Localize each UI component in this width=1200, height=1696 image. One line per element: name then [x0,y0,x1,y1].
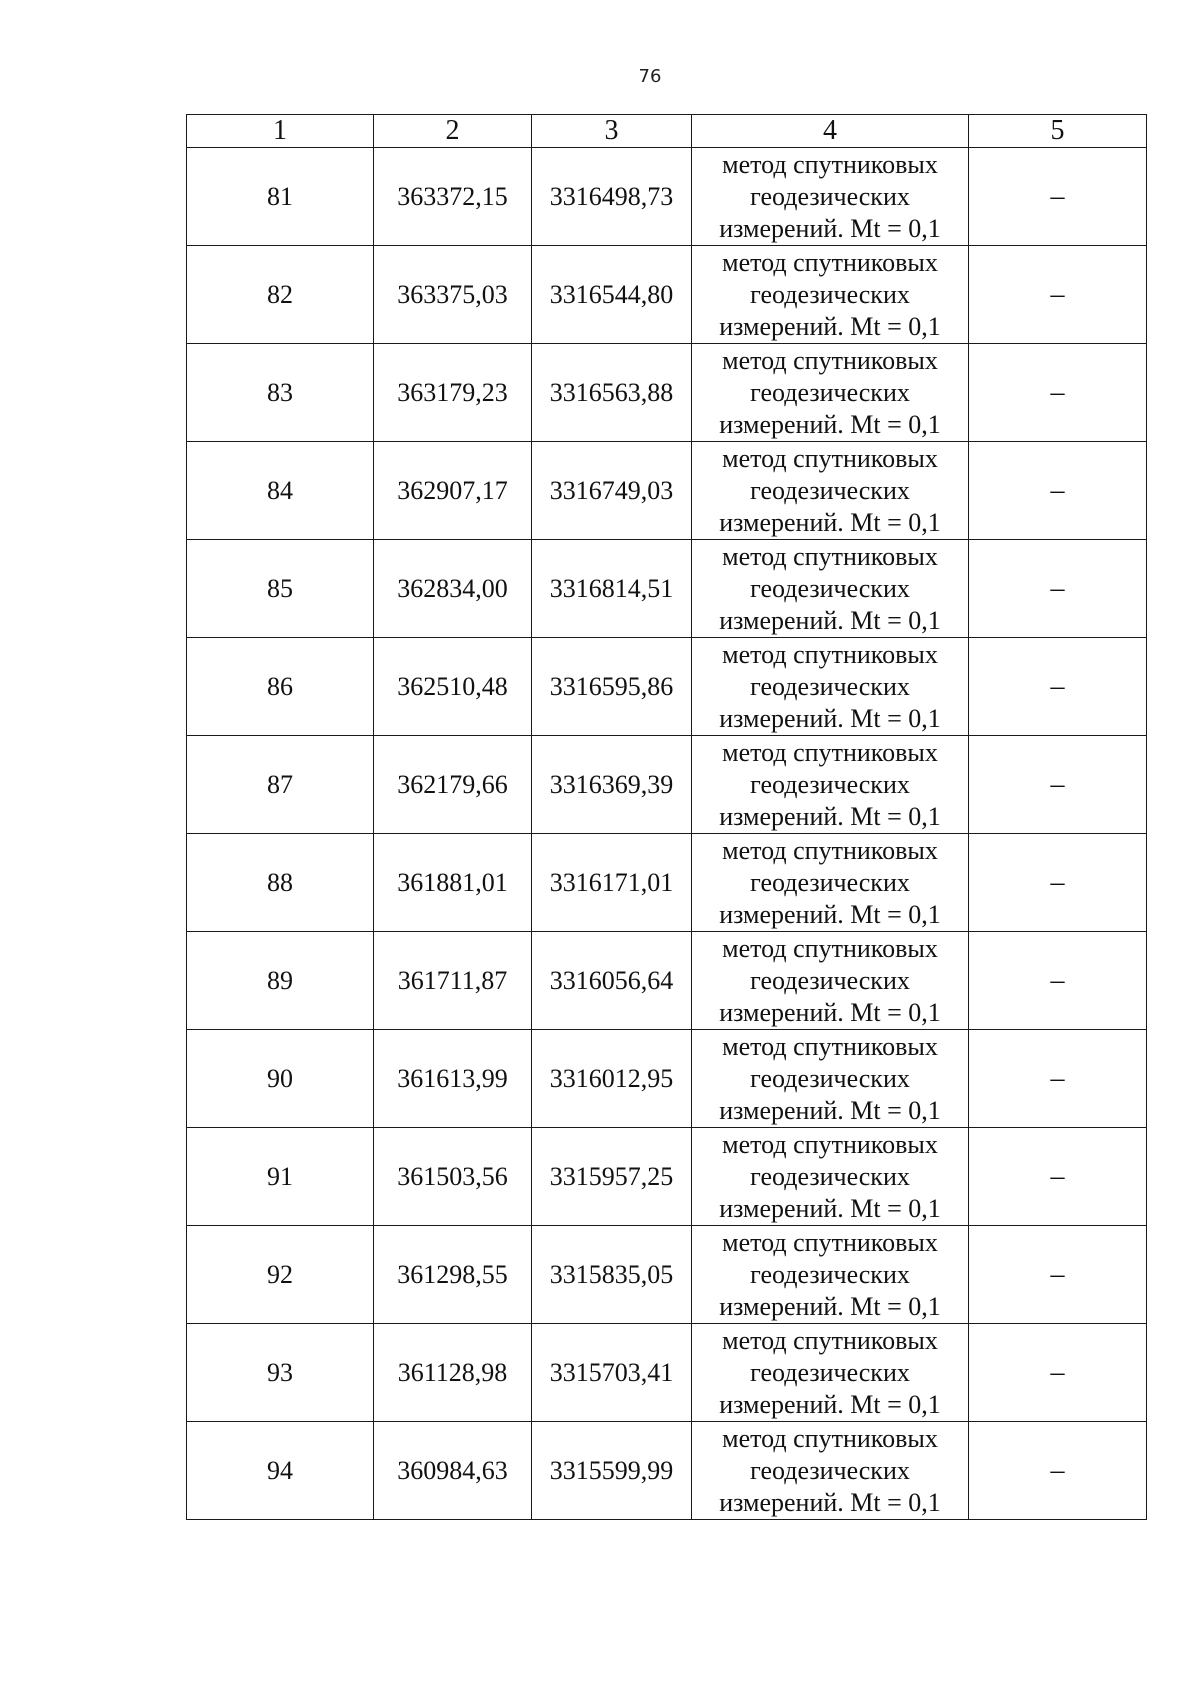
header-col-2: 2 [374,115,532,148]
header-col-5: 5 [969,115,1147,148]
method-cell [692,540,969,638]
table-row [187,540,1147,638]
method-text: метод спутниковых геодезических измерений. Mt = 0,1 [719,639,941,733]
table-row [187,638,1147,736]
point-cell: 87 [187,736,374,834]
method-cell [692,1128,969,1226]
table-row [187,1128,1147,1226]
x-coordinate-cell: 360984,63 [374,1422,532,1520]
y-coordinate-cell: 3316749,03 [532,442,692,540]
y-coordinate-cell: 3316056,64 [532,932,692,1030]
method-cell [692,148,969,246]
table-row [187,1422,1147,1520]
table-body [187,148,1147,1520]
method-text: метод спутниковых геодезических измерений. Mt = 0,1 [719,1423,941,1517]
table-row [187,344,1147,442]
note-cell: – [969,834,1147,932]
point-cell: 81 [187,148,374,246]
point-cell: 93 [187,1324,374,1422]
y-coordinate-cell: 3316171,01 [532,834,692,932]
method-text: метод спутниковых геодезических измерений. Mt = 0,1 [719,737,941,831]
method-cell [692,344,969,442]
y-coordinate-cell: 3315957,25 [532,1128,692,1226]
note-cell: – [969,1226,1147,1324]
note-cell: – [969,442,1147,540]
method-text: метод спутниковых геодезических измерений. Mt = 0,1 [719,443,941,537]
x-coordinate-cell: 361503,56 [374,1128,532,1226]
method-text: метод спутниковых геодезических измерений. Mt = 0,1 [719,835,941,929]
method-text: метод спутниковых геодезических измерений. Mt = 0,1 [719,1325,941,1419]
note-cell: – [969,344,1147,442]
method-cell [692,736,969,834]
table-row [187,932,1147,1030]
note-cell: – [969,736,1147,834]
method-cell [692,638,969,736]
point-cell: 83 [187,344,374,442]
note-cell: – [969,1030,1147,1128]
y-coordinate-cell: 3316814,51 [532,540,692,638]
method-text: метод спутниковых геодезических измерений. Mt = 0,1 [719,933,941,1027]
note-cell: – [969,1128,1147,1226]
x-coordinate-cell: 361128,98 [374,1324,532,1422]
method-cell [692,932,969,1030]
point-cell: 88 [187,834,374,932]
method-text: метод спутниковых геодезических измерений. Mt = 0,1 [719,345,941,439]
x-coordinate-cell: 361881,01 [374,834,532,932]
y-coordinate-cell: 3316544,80 [532,246,692,344]
x-coordinate-cell: 361298,55 [374,1226,532,1324]
x-coordinate-cell: 362834,00 [374,540,532,638]
point-cell: 84 [187,442,374,540]
method-text: метод спутниковых геодезических измерений. Mt = 0,1 [719,1031,941,1125]
x-coordinate-cell: 363375,03 [374,246,532,344]
y-coordinate-cell: 3315703,41 [532,1324,692,1422]
table-row [187,148,1147,246]
table-header [187,115,1147,148]
table-row [187,1324,1147,1422]
point-cell: 89 [187,932,374,1030]
header-col-3: 3 [532,115,692,148]
header-col-4: 4 [692,115,969,148]
header-row [187,115,1147,148]
coordinates-table [186,114,1147,1520]
note-cell: – [969,638,1147,736]
y-coordinate-cell: 3316595,86 [532,638,692,736]
table-row [187,246,1147,344]
method-text: метод спутниковых геодезических измерений. Mt = 0,1 [719,1129,941,1223]
point-cell: 86 [187,638,374,736]
x-coordinate-cell: 362179,66 [374,736,532,834]
note-cell: – [969,540,1147,638]
method-cell [692,834,969,932]
point-cell: 85 [187,540,374,638]
table-row [187,736,1147,834]
method-cell [692,1030,969,1128]
x-coordinate-cell: 361711,87 [374,932,532,1030]
y-coordinate-cell: 3315599,99 [532,1422,692,1520]
point-cell: 91 [187,1128,374,1226]
point-cell: 92 [187,1226,374,1324]
note-cell: – [969,246,1147,344]
note-cell: – [969,1422,1147,1520]
method-text: метод спутниковых геодезических измерений. Mt = 0,1 [719,149,941,243]
x-coordinate-cell: 363179,23 [374,344,532,442]
header-col-1: 1 [187,115,374,148]
table-row [187,1030,1147,1128]
note-cell: – [969,148,1147,246]
point-cell: 94 [187,1422,374,1520]
y-coordinate-cell: 3316563,88 [532,344,692,442]
method-cell [692,1324,969,1422]
y-coordinate-cell: 3316498,73 [532,148,692,246]
table-row [187,442,1147,540]
table-row [187,1226,1147,1324]
x-coordinate-cell: 362907,17 [374,442,532,540]
method-cell [692,1422,969,1520]
method-cell [692,442,969,540]
y-coordinate-cell: 3316012,95 [532,1030,692,1128]
note-cell: – [969,932,1147,1030]
method-text: метод спутниковых геодезических измерений. Mt = 0,1 [719,1227,941,1321]
method-text: метод спутниковых геодезических измерений. Mt = 0,1 [719,541,941,635]
x-coordinate-cell: 363372,15 [374,148,532,246]
point-cell: 82 [187,246,374,344]
x-coordinate-cell: 362510,48 [374,638,532,736]
page-number: 76 [638,66,662,87]
y-coordinate-cell: 3316369,39 [532,736,692,834]
y-coordinate-cell: 3315835,05 [532,1226,692,1324]
x-coordinate-cell: 361613,99 [374,1030,532,1128]
table-row [187,834,1147,932]
method-text: метод спутниковых геодезических измерений. Mt = 0,1 [719,247,941,341]
method-cell [692,1226,969,1324]
method-cell [692,246,969,344]
point-cell: 90 [187,1030,374,1128]
note-cell: – [969,1324,1147,1422]
